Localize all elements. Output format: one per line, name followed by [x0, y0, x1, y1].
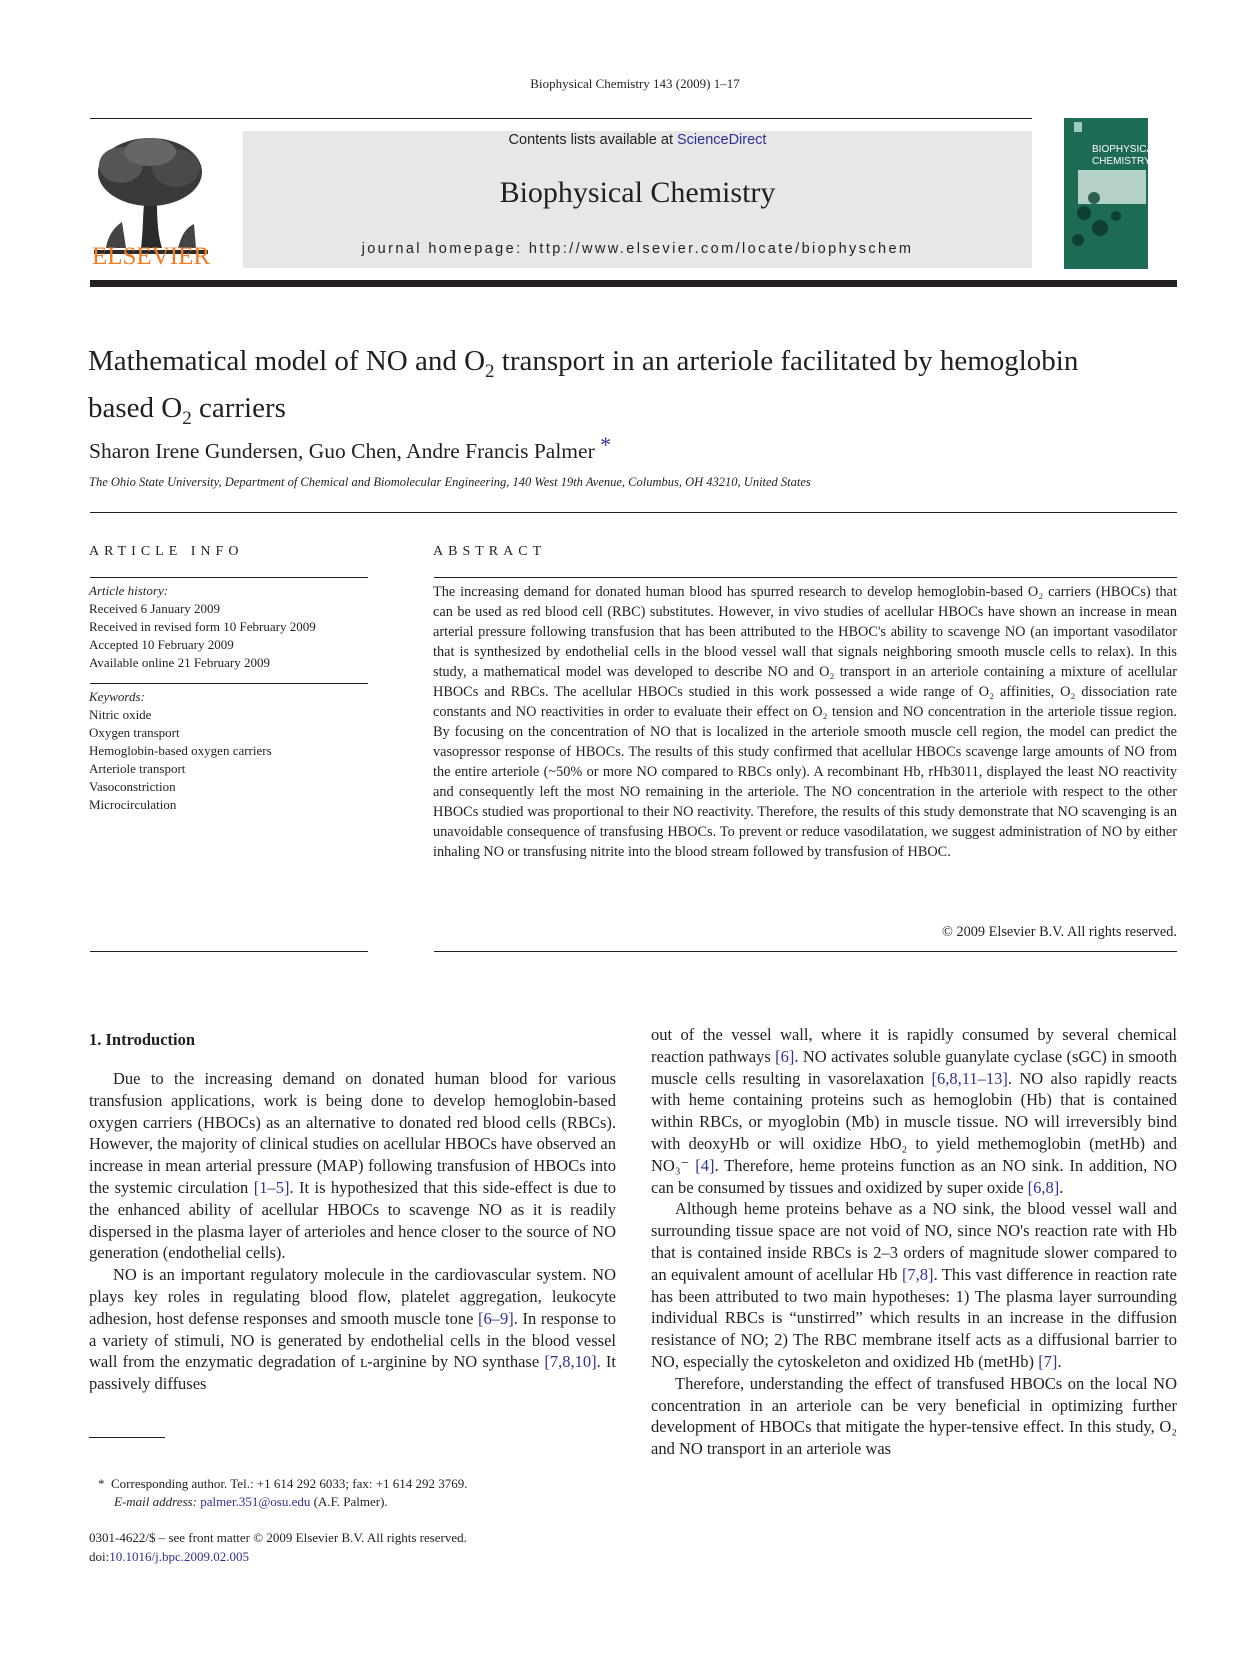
doi-link[interactable]: 10.1016/j.bpc.2009.02.005	[109, 1549, 249, 1564]
issn-line: 0301-4622/$ – see front matter © 2009 Elsevier B.V. All rights reserved.	[89, 1530, 467, 1545]
body-paragraph: Due to the increasing demand on donated human blood for various transfusion applications, work is being done to develop hemoglobin-based oxygen carriers (HBOCs) as an alternative to donated red blood cells (RBCs). However, the majority of clinical studies on acellular HBOCs have observed an increase in mean arterial pressure (MAP) following transfusion of HBOCs into the systemic circulation [1–5]. It is hypothesized that this side-effect is due to the enhanced ability of acellular HBOCs to scavenge NO as it is readily dispersed in the plasma layer of arterioles and hence closer to the source of NO generation (endothelial cells).	[89, 1069, 617, 1263]
body-paragraph: Although heme proteins behave as a NO sink, the blood vessel wall and surrounding tissue space are not void of NO, since NO's reaction rate with Hb that is contained inside RBCs is 2–3 orders of magnitude slower compared to an equivalent amount of acellular Hb [7,8]. This vast difference in reaction rate has been attributed to two main hypotheses: 1) The plasma layer surrounding individual RBCs is “unstirred” which results in an increase in the diffusion resistance of NO; 2) The RBC membrane itself acts as a diffusional barrier to NO, especially the cytoskeleton and oxidized Hb (metHb) [7].	[651, 1199, 1177, 1371]
body-paragraph: out of the vessel wall, where it is rapidly consumed by several chemical reaction pathways [6]. NO activates soluble guanylate cyclase (sGC) in smooth muscle cells resulting in vasorelaxation [6,8,11–13]. NO also rapidly reacts with heme containing proteins such as hemoglobin (Hb) that is contained within RBCs, or myoglobin (Mb) in muscle tissue. NO will irreversibly bind with deoxyHb or will oxidize HbO₂ to yield methemoglobin (metHb) and NO₃⁻ [4]. Therefore, heme proteins function as an NO sink. In addition, NO can be consumed by tissues and oxidized by super oxide [6,8].	[651, 1025, 1177, 1197]
corresponding-author-footnote	[98, 1475, 468, 1511]
journal-title: Biophysical Chemistry	[499, 176, 776, 209]
keyword-item: Vasoconstriction	[89, 779, 176, 794]
abstract-rule-bottom	[434, 951, 1177, 952]
sciencedirect-link[interactable]: ScienceDirect	[677, 132, 767, 148]
history-item: Received in revised form 10 February 2009	[89, 619, 316, 634]
keyword-item: Hemoglobin-based oxygen carriers	[89, 743, 272, 758]
citation-link[interactable]: [7]	[1038, 1351, 1058, 1371]
doi-prefix: doi:	[89, 1549, 110, 1564]
body-paragraph: NO is an important regulatory molecule in the cardiovascular system. NO plays key roles in regulating blood flow, platelet aggregation, leukocyte adhesion, host defense responses and smooth muscle tone [6–9]. In response to a variety of stimuli, NO is generated by endothelial cells in the blood vessel wall from the enzymatic degradation of ʟ-arginine by NO synthase [7,8,10]. It passively diffuses	[89, 1265, 616, 1394]
history-item: Accepted 10 February 2009	[89, 637, 234, 652]
abstract-copyright: © 2009 Elsevier B.V. All rights reserved.	[942, 924, 1177, 940]
elsevier-wordmark: ELSEVIER	[91, 243, 211, 270]
cover-title: BIOPHYSICAL CHEMISTRY	[1092, 144, 1159, 167]
history-item: Available online 21 February 2009	[89, 655, 270, 670]
keyword-item: Nitric oxide	[89, 707, 152, 722]
article-history	[89, 582, 316, 672]
keywords-label: Keywords:	[89, 689, 145, 704]
elsevier-logo	[86, 130, 216, 272]
citation-link[interactable]: [6,8,11–13]	[931, 1068, 1008, 1088]
citation-link[interactable]: [7,8]	[901, 1264, 934, 1284]
footnote-rule	[89, 1437, 165, 1438]
front-matter	[89, 1528, 467, 1566]
body-column-right	[651, 1024, 1177, 1460]
title-rule	[90, 512, 1177, 513]
keyword-item: Oxygen transport	[89, 725, 180, 740]
history-label: Article history:	[89, 583, 169, 598]
footnote-mark: *	[98, 1476, 105, 1491]
article-info-rule-top	[90, 577, 368, 578]
article-title: Mathematical model of NO and $O_2$ transport in an arteriole facilitated by hemoglobin based $O_2$ carriers	[88, 345, 1079, 429]
header-thick-rule	[90, 280, 1177, 287]
article-info-rule-mid	[90, 683, 368, 684]
affiliation: The Ohio State University, Department of Chemical and Biomolecular Engineering, 140 West 19th Avenue, Columbus, OH 43210, United States	[89, 475, 811, 489]
journal-reference: Biophysical Chemistry 143 (2009) 1–17	[530, 76, 740, 91]
body-column-left	[89, 1068, 616, 1395]
abstract-rule-top	[434, 577, 1177, 578]
citation-link[interactable]: [6,8]	[1027, 1177, 1060, 1197]
citation-link[interactable]: [7,8,10]	[544, 1352, 597, 1372]
keywords	[89, 688, 272, 814]
cover-art-icon	[1064, 118, 1148, 269]
citation-link[interactable]: [6]	[775, 1046, 795, 1066]
section-heading: 1. Introduction	[89, 1030, 196, 1049]
author-list: Sharon Irene Gundersen, Guo Chen, Andre Francis Palmer *	[89, 432, 612, 463]
citation-link[interactable]: [6–9]	[478, 1308, 514, 1328]
top-rule	[90, 118, 1032, 119]
journal-cover	[1064, 118, 1148, 269]
corresponding-author-mark[interactable]: *	[600, 432, 612, 457]
journal-homepage[interactable]: journal homepage: http://www.elsevier.com/locate/biophyschem	[361, 241, 914, 257]
email-suffix: (A.F. Palmer).	[313, 1494, 388, 1509]
history-item: Received 6 January 2009	[89, 601, 221, 616]
citation-link[interactable]: [1–5]	[253, 1177, 290, 1197]
footnote-text: Corresponding author. Tel.: +1 614 292 6033; fax: +1 614 292 3769.	[111, 1476, 468, 1491]
abstract-heading: ABSTRACT	[433, 544, 547, 559]
article-info-rule-bottom	[90, 951, 368, 952]
abstract-text: The increasing demand for donated human blood has spurred research to develop hemoglobin-based O₂ carriers (HBOCs) that can be used as red blood cell (RBC) substitutes. However, in vivo studies of acellular HBOCs have shown an increase in mean arterial pressure following transfusion that has been attributed to the HBOC's ability to scavenge NO (an important vasodilator that is synthesized by endothelial cells in the blood vessel wall that signals neighboring smooth muscle cells to relax). In this study, a mathematical model was developed to describe NO and O₂ transport in an arteriole containing a mixture of acellular HBOCs and RBCs. The acellular HBOCs studied in this work possessed a wide range of O₂ affinities, O₂ dissociation rate constants and NO reactivities in order to evaluate their effect on O₂ tension and NO concentration in the arteriole tissue region. By focusing on the concentration of NO that is localized in the arteriole smooth muscle cell region, the model can predict the vasopressor response of HBOCs. The results of this study confirmed that acellular HBOCs scavenge large amounts of NO from the entire arteriole (~50% or more NO compared to RBCs only). A recombinant Hb, rHb3011, displayed the least NO reactivity and consequently left the most NO remaining in the arteriole. The NO concentration in the arteriole with respect to the other HBOCs studied was proportional to their NO reactivity. Therefore, the results of this study demonstrate that NO scavenging is an unavoidable consequence of transfusing HBOCs. To prevent or reduce vasodilatation, we suggest administration of NO by either inhaling NO or transfusing nitrite into the blood stream followed by transfusion of HBOC.	[433, 584, 1177, 860]
contents-prefix: Contents lists available at	[508, 132, 677, 148]
keyword-item: Microcirculation	[89, 797, 177, 812]
contents-line	[243, 132, 1032, 148]
citation-link[interactable]: [4]	[695, 1155, 715, 1175]
email-link[interactable]: palmer.351@osu.edu	[200, 1494, 311, 1509]
email-label: E-mail address:	[114, 1494, 197, 1509]
keyword-item: Arteriole transport	[89, 761, 186, 776]
article-info-heading: ARTICLE INFO	[89, 544, 244, 559]
body-paragraph: Therefore, understanding the effect of transfused HBOCs on the local NO concentration in an arteriole can be very beneficial in optimizing further development of HBOCs that mitigate the hyper-tensive effect. In this study, O₂ and NO transport in an arteriole was	[651, 1373, 1177, 1459]
